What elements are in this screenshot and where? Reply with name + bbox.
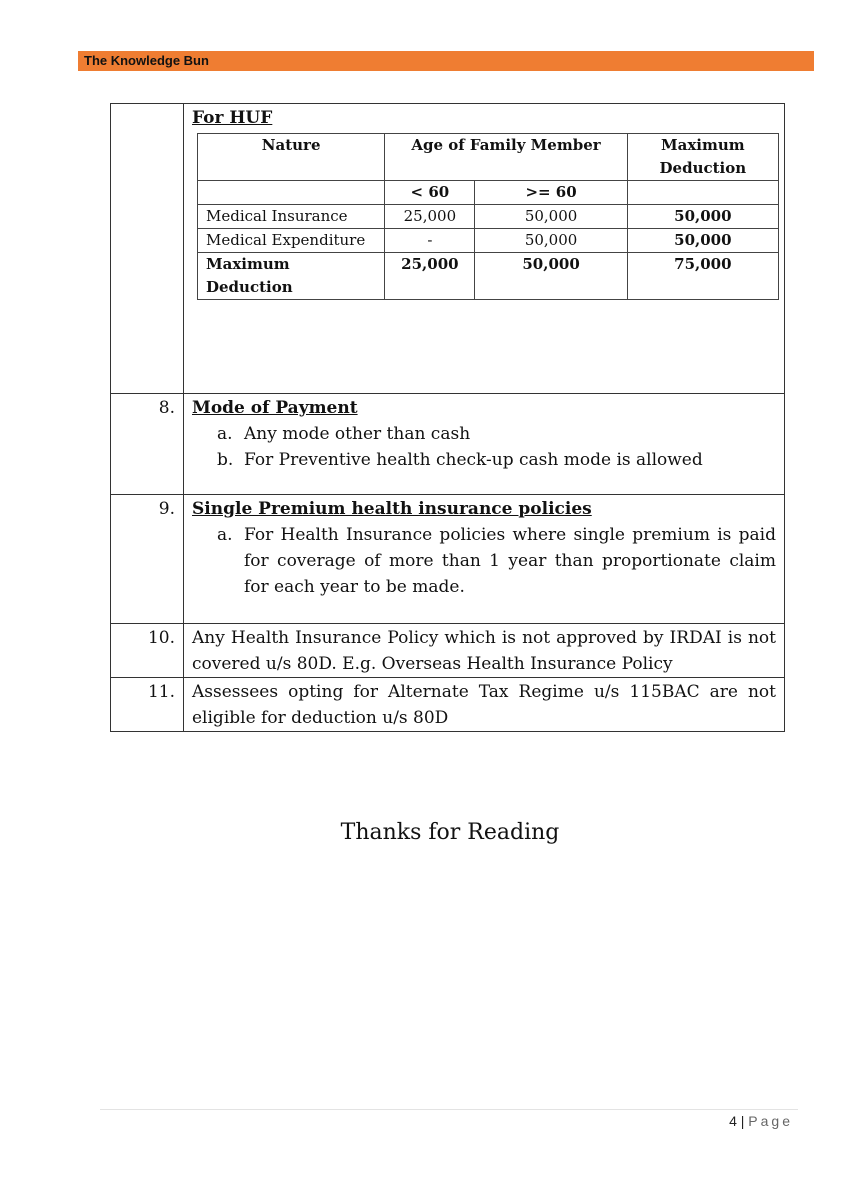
nature-cell: Medical Expenditure [198, 229, 385, 253]
lt60-cell: 25,000 [385, 253, 475, 300]
ge60-cell: 50,000 [475, 205, 627, 229]
item-content [184, 394, 785, 495]
table-row [198, 253, 779, 300]
footer-divider [100, 1109, 798, 1110]
item-points [192, 522, 776, 600]
max-cell: 50,000 [627, 229, 778, 253]
col-nature-header: Nature [198, 134, 385, 181]
item-row-9 [111, 495, 785, 624]
age-ge60-header: >= 60 [475, 181, 627, 205]
item-content [184, 495, 785, 624]
page-footer [729, 1113, 793, 1129]
col-max-header: Maximum Deduction [627, 134, 778, 181]
item-row-10 [111, 624, 785, 678]
item-number: 8. [111, 394, 184, 495]
table-row [198, 229, 779, 253]
item-number: 9. [111, 495, 184, 624]
item-points [192, 421, 776, 473]
header-bar [78, 51, 814, 71]
huf-content-cell [184, 104, 785, 394]
deduction-notes-table [110, 103, 785, 732]
max-cell: 50,000 [627, 205, 778, 229]
huf-deduction-table [197, 133, 779, 300]
empty-cell [198, 181, 385, 205]
huf-header-row [198, 134, 779, 181]
table-row [198, 205, 779, 229]
list-marker: b. [217, 450, 234, 470]
age-lt60-header: < 60 [385, 181, 475, 205]
item-row-11 [111, 678, 785, 732]
item-number: 10. [111, 624, 184, 678]
huf-row [111, 104, 785, 394]
list-text: For Health Insurance policies where single premium is paid for coverage of more than 1 year than proportionate claim for each year to be made. [244, 525, 776, 597]
page-number: 4 [729, 1113, 737, 1129]
item-row-8 [111, 394, 785, 495]
closing-text: Thanks for Reading [340, 820, 560, 845]
list-text: For Preventive health check-up cash mode is allowed [244, 450, 703, 470]
list-item [192, 522, 776, 600]
list-marker: a. [217, 525, 233, 545]
ge60-cell: 50,000 [475, 253, 627, 300]
page-label: Page [748, 1113, 793, 1129]
nature-cell: Maximum Deduction [198, 253, 385, 300]
list-item [192, 447, 776, 473]
list-item [192, 421, 776, 447]
list-marker: a. [217, 424, 233, 444]
huf-subheader-row [198, 181, 779, 205]
item-title: Mode of Payment [192, 398, 358, 418]
huf-number-cell [111, 104, 184, 394]
item-text: Assessees opting for Alternate Tax Regime u/s 115BAC are not eligible for deduction u/s 80D [184, 678, 785, 732]
item-title: Single Premium health insurance policies [192, 499, 592, 519]
empty-cell [627, 181, 778, 205]
page-separator: | [740, 1113, 745, 1129]
huf-title: For HUF [192, 108, 273, 128]
col-age-header: Age of Family Member [385, 134, 627, 181]
item-text: Any Health Insurance Policy which is not approved by IRDAI is not covered u/s 80D. E.g. Overseas Health Insurance Policy [184, 624, 785, 678]
list-text: Any mode other than cash [244, 424, 471, 444]
header-title: The Knowledge Bun [84, 53, 209, 68]
lt60-cell: 25,000 [385, 205, 475, 229]
item-number: 11. [111, 678, 184, 732]
ge60-cell: 50,000 [475, 229, 627, 253]
max-cell: 75,000 [627, 253, 778, 300]
lt60-cell: - [385, 229, 475, 253]
nature-cell: Medical Insurance [198, 205, 385, 229]
